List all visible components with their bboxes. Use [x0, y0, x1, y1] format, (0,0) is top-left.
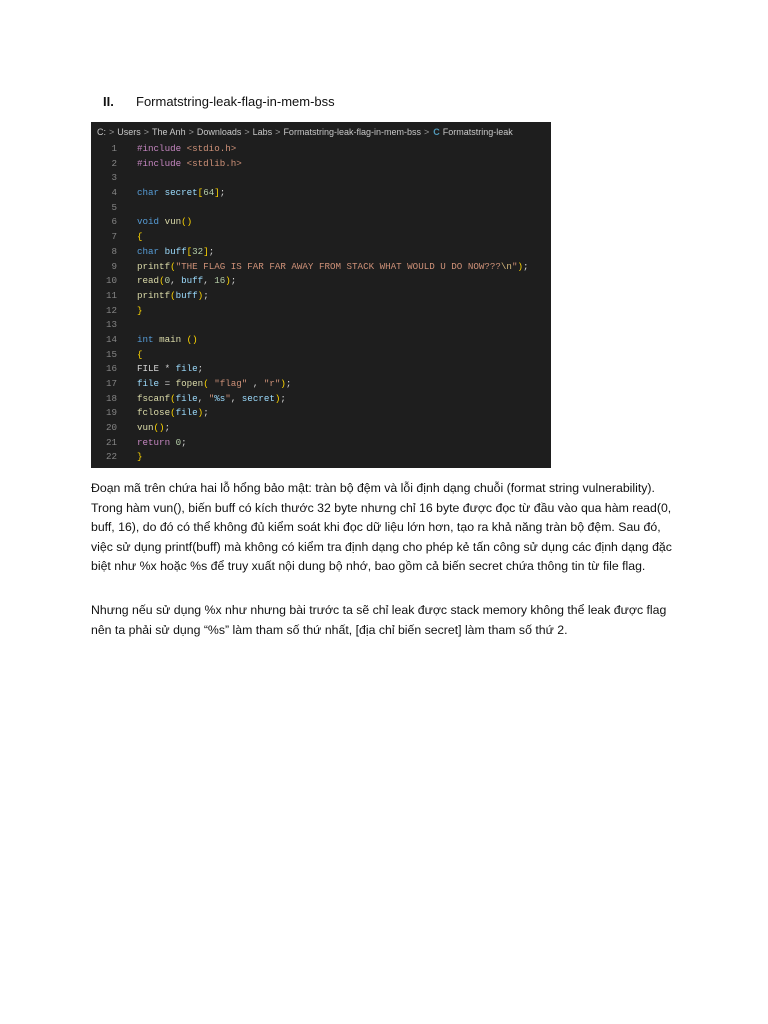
code-token: ,	[170, 275, 182, 287]
code-token: =	[164, 378, 176, 389]
code-token: ,	[230, 392, 242, 404]
code-token: \n	[500, 260, 512, 272]
line-number: 12	[105, 304, 117, 316]
line-number: 6	[111, 216, 117, 228]
code-line	[91, 406, 551, 421]
code-token: ()	[186, 333, 198, 345]
code-token: [	[197, 187, 204, 199]
section-number: II.	[103, 94, 114, 109]
code-token: {	[137, 348, 143, 360]
code-token: void	[137, 216, 165, 228]
code-token: 64	[203, 187, 215, 199]
line-number: 17	[105, 378, 117, 389]
code-token: printf	[137, 289, 171, 301]
line-number: 7	[111, 231, 117, 243]
chevron-right-icon: >	[423, 127, 430, 137]
code-token: <stdio.h>	[186, 143, 237, 154]
code-token: }	[137, 451, 143, 463]
code-token: (	[203, 378, 209, 389]
code-token: vun	[164, 216, 182, 228]
code-token: file	[175, 407, 198, 419]
code-token: }	[137, 304, 143, 316]
code-line	[91, 392, 551, 407]
code-line	[91, 201, 551, 216]
breadcrumb-item: Users	[117, 127, 141, 137]
code-line	[91, 348, 551, 363]
code-token: file	[175, 392, 198, 404]
code-line	[91, 186, 551, 201]
code-token: ;	[181, 436, 187, 448]
code-token: (	[159, 275, 165, 287]
code-token: ;	[219, 187, 226, 199]
code-line	[91, 450, 551, 465]
code-token: printf	[137, 260, 171, 272]
code-line	[91, 333, 551, 348]
line-number: 18	[105, 392, 117, 404]
line-number: 10	[105, 275, 117, 287]
code-line	[91, 289, 551, 304]
code-token: 0	[164, 275, 171, 287]
code-line	[91, 230, 551, 245]
code-token: (	[170, 260, 176, 272]
code-token: ]	[214, 187, 220, 199]
line-number: 22	[105, 451, 117, 463]
line-number: 3	[111, 172, 117, 184]
code-token: ;	[522, 260, 529, 272]
chevron-right-icon: >	[143, 127, 150, 137]
code-line	[91, 142, 551, 157]
chevron-right-icon: >	[188, 127, 194, 137]
code-token: #include	[137, 143, 187, 154]
code-line	[91, 304, 551, 319]
code-token: 32	[192, 245, 204, 257]
code-token: ;	[285, 378, 292, 389]
chevron-right-icon: >	[109, 127, 115, 137]
code-token: secret	[241, 392, 275, 404]
line-number: 2	[111, 157, 117, 169]
code-token: [	[186, 245, 193, 257]
code-token: ,	[197, 392, 209, 404]
breadcrumb-item: Labs	[252, 127, 273, 137]
code-token: 16	[214, 275, 226, 287]
code-line	[91, 436, 551, 451]
code-token: )	[225, 275, 231, 287]
code-token: buff	[175, 289, 198, 301]
code-token: ,	[247, 378, 264, 389]
code-block	[91, 142, 551, 465]
code-token: fscanf	[137, 392, 171, 404]
code-token: "	[511, 260, 518, 272]
code-line	[91, 245, 551, 260]
code-screenshot	[91, 122, 551, 468]
code-line	[91, 318, 551, 333]
code-token: (	[170, 289, 176, 301]
code-token: {	[137, 231, 143, 243]
code-line	[91, 171, 551, 186]
code-token: fclose	[137, 407, 171, 419]
line-number: 4	[111, 187, 117, 199]
code-token: char	[137, 245, 165, 257]
code-token: )	[274, 392, 281, 404]
code-token: %s	[214, 392, 226, 404]
explanation-paragraph-2: Nhưng nếu sử dụng %x như nhưng bài trước ta sẽ chỉ leak được stack memory không thể leak được flag nên ta phải sử dụng “%s” làm tham số thứ nhất, [địa chỉ biến secret] làm tham số thứ 2.	[91, 603, 667, 637]
code-token: char	[137, 187, 165, 199]
explanation-paragraph-1: Đoạn mã trên chứa hai lỗ hổng bảo mật: tràn bộ đệm và lỗi định dạng chuỗi (format string vulnerability). Trong hàm vun(), biến buff có kích thước 32 byte nhưng chỉ 16 byte được đọc từ đầu vào qua hàm read(0, buff, 16), do đó có thể không đủ kiểm soát khi đọc dữ liệu lớn hơn, tạo ra khả năng tràn bộ đệm. Sau đó, việc sử dụng printf(buff) mà không có kiểm tra định dạng cho phép kẻ tấn công sử dụng các định dạng đặc biệt như %x hoặc %s để truy xuất nội dung bộ nhớ, bao gồm cả biến secret chứa thông tin từ file flag.	[91, 481, 672, 573]
code-token: read	[137, 275, 160, 287]
code-token: main	[159, 333, 187, 345]
code-token: #include	[137, 157, 187, 169]
code-token: ;	[230, 275, 237, 287]
code-line	[91, 157, 551, 172]
line-number: 15	[105, 348, 117, 360]
line-number: 19	[105, 407, 117, 419]
code-token: <stdlib.h>	[186, 157, 242, 169]
code-line	[91, 274, 551, 289]
line-number: 5	[111, 201, 117, 213]
code-token: (	[170, 392, 176, 404]
code-token: )	[517, 260, 523, 272]
code-token: )	[197, 407, 204, 419]
c-file-icon: C	[433, 127, 440, 137]
code-token: return	[137, 436, 176, 448]
line-number: 13	[105, 319, 117, 331]
code-line	[91, 260, 551, 275]
line-number: 14	[105, 333, 117, 345]
code-token: fopen	[175, 378, 204, 389]
code-token: buff	[181, 275, 204, 287]
line-number: 16	[105, 363, 117, 375]
breadcrumb	[91, 122, 551, 142]
code-line	[91, 421, 551, 436]
code-token: "THE FLAG IS FAR FAR AWAY FROM STACK WHAT WOULD U DO NOW???	[175, 260, 501, 272]
code-token: *	[164, 363, 176, 375]
code-line	[91, 377, 551, 392]
breadcrumb-item: Downloads	[196, 127, 242, 137]
code-token: buff	[164, 245, 187, 257]
code-token: "r"	[263, 378, 281, 389]
code-token: FILE	[137, 363, 165, 375]
code-token: int	[137, 333, 160, 345]
breadcrumb-item: The Anh	[152, 127, 186, 137]
code-token: ;	[208, 245, 215, 257]
code-line	[91, 215, 551, 230]
code-token: ()	[181, 216, 193, 228]
code-token: "flag"	[214, 378, 248, 389]
line-number: 11	[105, 289, 117, 301]
code-token: ;	[203, 289, 209, 301]
section-title: Formatstring-leak-flag-in-mem-bss	[136, 94, 335, 109]
breadcrumb-item: Formatstring-leak-flag-in-mem-bss	[283, 127, 421, 137]
line-number: 1	[111, 143, 117, 154]
code-token: ()	[153, 422, 165, 434]
breadcrumb-item: C:	[97, 127, 106, 137]
code-token: vun	[137, 422, 154, 434]
line-number: 9	[111, 260, 117, 272]
line-number: 21	[105, 436, 117, 448]
code-token: ;	[164, 422, 171, 434]
code-token: "	[208, 392, 215, 404]
section-heading	[103, 93, 335, 111]
code-token: ;	[197, 363, 204, 375]
code-token: )	[197, 289, 204, 301]
code-token: file	[137, 378, 165, 389]
code-token: ]	[203, 245, 209, 257]
code-token: ;	[280, 392, 286, 404]
code-token: 0	[175, 436, 182, 448]
code-token: )	[280, 378, 286, 389]
code-token: (	[170, 407, 176, 419]
code-line	[91, 362, 551, 377]
code-token: ,	[203, 275, 215, 287]
breadcrumb-file: Formatstring-leak	[442, 127, 513, 137]
code-token: "	[225, 392, 231, 404]
code-token: ;	[203, 407, 209, 419]
code-token: file	[175, 363, 198, 375]
code-token: secret	[164, 187, 198, 199]
chevron-right-icon: >	[275, 127, 281, 137]
line-number: 8	[111, 245, 117, 257]
line-number: 20	[105, 422, 117, 434]
chevron-right-icon: >	[244, 127, 250, 137]
